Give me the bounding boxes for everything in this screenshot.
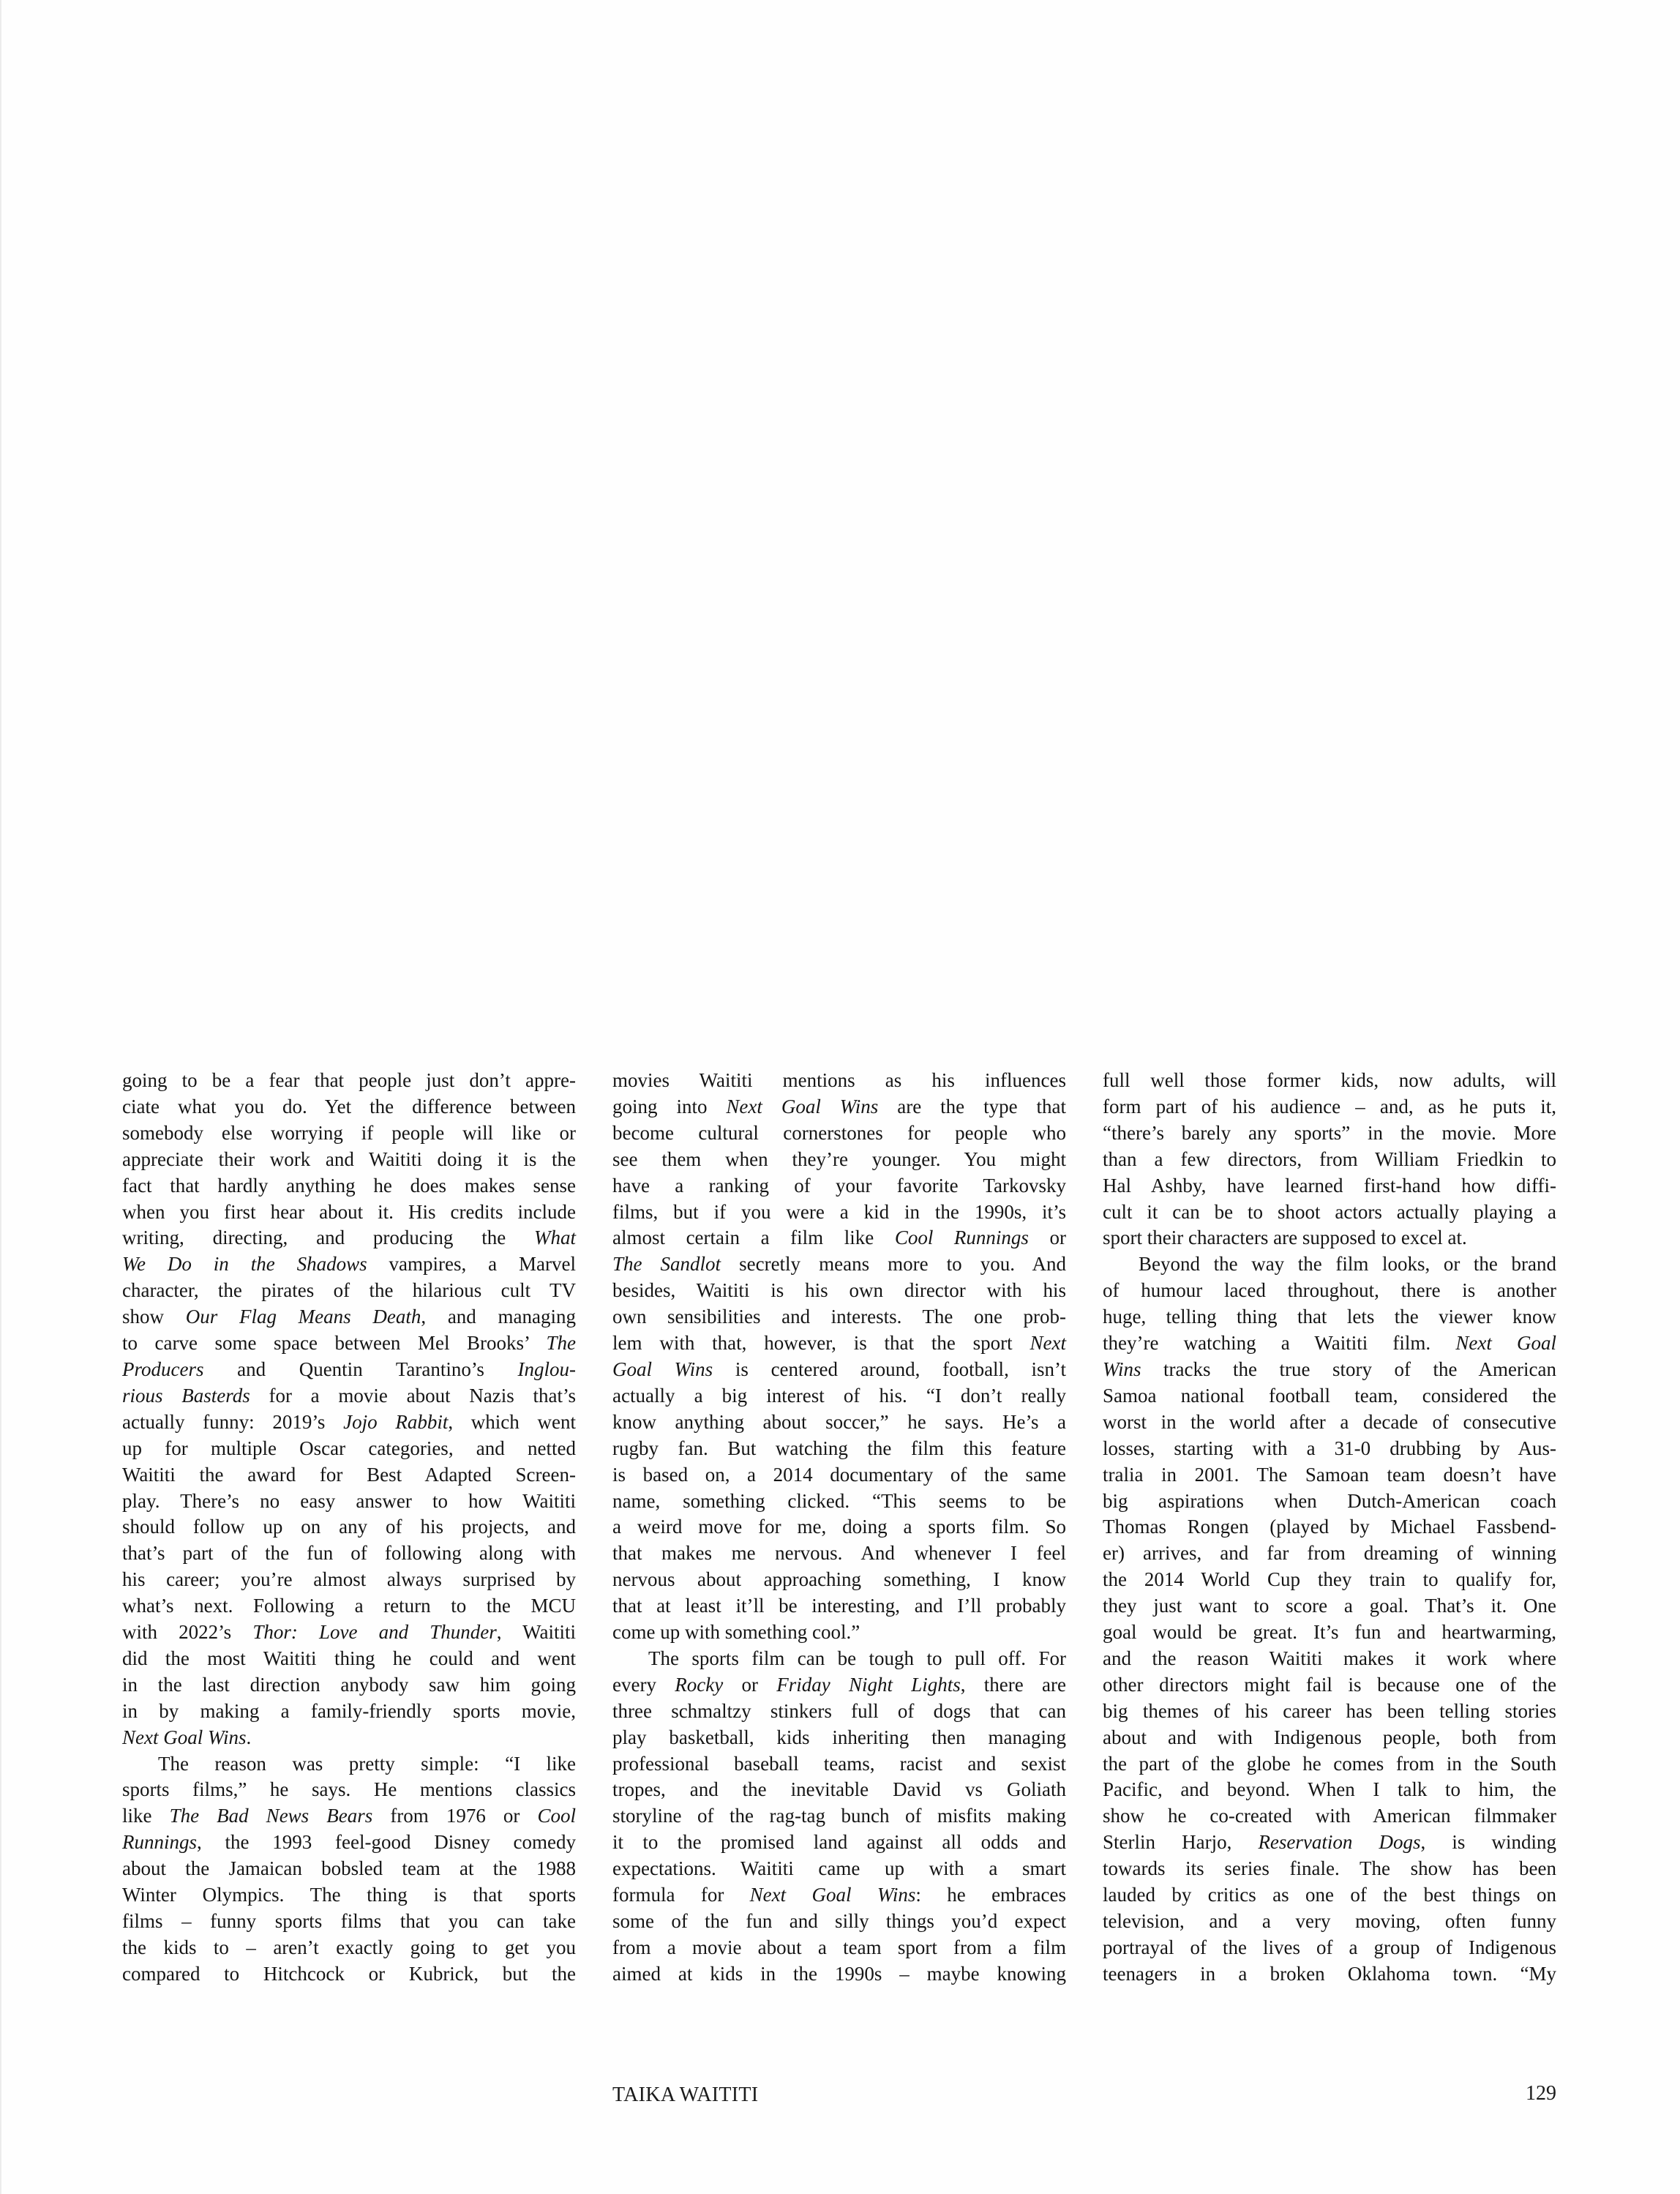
text-line: become cultural cornerstones for people who [612, 1121, 1066, 1144]
text-line: up for multiple Oscar categories, and netted [122, 1437, 576, 1459]
text-line: professional baseball teams, racist and sexist [612, 1752, 1066, 1775]
text-line: it to the promised land against all odds and [612, 1831, 1066, 1854]
text-line: movies Waititi mentions as his influences [612, 1069, 1066, 1091]
text-line: every Rocky or Friday Night Lights, there are [612, 1673, 1066, 1696]
article-column-3 [1103, 1068, 1556, 1988]
text-line: Hal Ashby, have learned first-hand how diffi- [1103, 1174, 1556, 1197]
text-line: storyline of the rag-tag bunch of misfits making [612, 1805, 1066, 1827]
text-line: goal would be great. It’s fun and heartwarming, [1103, 1621, 1556, 1644]
text-line: The sports film can be tough to pull off. For [648, 1647, 1066, 1669]
text-line: Wins tracks the true story of the American [1103, 1358, 1556, 1380]
text-line: aimed at kids in the 1990s – maybe knowing [612, 1962, 1066, 1985]
text-line: with 2022’s Thor: Love and Thunder, Waititi [122, 1621, 576, 1644]
text-line: Runnings, the 1993 feel-good Disney comedy [122, 1831, 576, 1854]
text-line: know anything about soccer,” he says. He’s a [612, 1410, 1066, 1433]
text-line: cult it can be to shoot actors actually playing a [1103, 1200, 1556, 1223]
text-line: did the most Waititi thing he could and went [122, 1647, 576, 1669]
text-line: from a movie about a team sport from a film [612, 1936, 1066, 1958]
text-line: should follow up on any of his projects, and [122, 1516, 576, 1538]
text-line: tralia in 2001. The Samoan team doesn’t have [1103, 1463, 1556, 1486]
text-line: name, something clicked. “This seems to be [612, 1489, 1066, 1512]
text-line: in the last direction anybody saw him going [122, 1673, 576, 1696]
text-line: fact that hardly anything he does makes sense [122, 1174, 576, 1197]
text-line: the kids to – aren’t exactly going to get you [122, 1936, 576, 1958]
text-line: full well those former kids, now adults, will [1103, 1069, 1556, 1091]
text-line: form part of his audience – and, as he puts it, [1103, 1095, 1556, 1117]
footer-article-title: TAIKA WAITITI [612, 2083, 759, 2106]
text-line: actually funny: 2019’s Jojo Rabbit, which went [122, 1410, 576, 1433]
text-line: play. There’s no easy answer to how Waititi [122, 1489, 576, 1512]
text-line: compared to Hitchcock or Kubrick, but the [122, 1962, 576, 1985]
text-line: Next Goal Wins. [122, 1726, 252, 1748]
text-line: going to be a fear that people just don’t appre- [122, 1069, 576, 1091]
text-line: come up with something cool.” [612, 1621, 860, 1644]
text-line: besides, Waititi is his own director with his [612, 1279, 1066, 1302]
text-line: own sensibilities and interests. The one prob- [612, 1306, 1066, 1328]
text-line: Goal Wins is centered around, football, isn’t [612, 1358, 1067, 1380]
page-number: 129 [1526, 2082, 1556, 2105]
text-line: almost certain a film like Cool Runnings or [612, 1227, 1066, 1249]
text-line: is based on, a 2014 documentary of the same [612, 1463, 1066, 1486]
text-line: other directors might fail is because one of the [1103, 1673, 1556, 1696]
text-line: films – funny sports films that you can take [122, 1910, 576, 1932]
text-line: have a ranking of your favorite Tarkovsky [612, 1174, 1066, 1197]
text-line: towards its series finale. The show has been [1103, 1857, 1556, 1880]
text-line: somebody else worrying if people will like or [122, 1121, 576, 1144]
text-line: nervous about approaching something, I know [612, 1568, 1066, 1591]
text-line: sports films,” he says. He mentions classics [122, 1778, 576, 1801]
text-line: The reason was pretty simple: “I like [158, 1752, 576, 1775]
text-line: Winter Olympics. The thing is that sports [122, 1884, 576, 1906]
text-line: teenagers in a broken Oklahoma town. “My [1103, 1962, 1556, 1985]
text-line: formula for Next Goal Wins: he embraces [612, 1884, 1067, 1906]
text-line: rious Basterds for a movie about Nazis that’s [122, 1384, 576, 1407]
text-line: sport their characters are supposed to excel at. [1103, 1227, 1467, 1249]
text-line: writing, directing, and producing the What [122, 1227, 576, 1249]
text-line: tropes, and the inevitable David vs Goliath [612, 1778, 1066, 1801]
text-line: when you first hear about it. His credits include [122, 1200, 576, 1223]
text-line: a weird move for me, doing a sports film. So [612, 1516, 1066, 1538]
text-line: going into Next Goal Wins are the type that [612, 1095, 1066, 1117]
text-line: huge, telling thing that lets the viewer know [1103, 1306, 1556, 1328]
text-line: they’re watching a Waititi film. Next Goal [1103, 1332, 1556, 1355]
article-body [122, 1068, 1556, 1988]
text-line: Samoa national football team, considered the [1103, 1384, 1556, 1407]
text-line: character, the pirates of the hilarious cult TV [122, 1279, 576, 1302]
text-line: some of the fun and silly things you’d expect [612, 1910, 1066, 1932]
text-line: rugby fan. But watching the film this feature [612, 1437, 1066, 1459]
text-line: “there’s barely any sports” in the movie. More [1103, 1121, 1556, 1144]
text-line: losses, starting with a 31-0 drubbing by Aus- [1103, 1437, 1556, 1459]
text-line: play basketball, kids inheriting then managing [612, 1726, 1066, 1748]
text-line: to carve some space between Mel Brooks’ The [122, 1332, 576, 1355]
text-line: appreciate their work and Waititi doing it is the [122, 1147, 576, 1170]
text-line: that at least it’ll be interesting, and I’ll probably [612, 1595, 1066, 1617]
text-line: er) arrives, and far from dreaming of winning [1103, 1542, 1556, 1565]
text-line: Beyond the way the film looks, or the brand [1139, 1253, 1556, 1276]
text-line: three schmaltzy stinkers full of dogs that can [612, 1699, 1066, 1722]
text-line: big themes of his career has been telling stories [1103, 1699, 1556, 1722]
text-line: that’s part of the fun of following along with [122, 1542, 576, 1565]
text-line: worst in the world after a decade of consecutive [1103, 1410, 1556, 1433]
text-line: Thomas Rongen (played by Michael Fassbend- [1103, 1516, 1556, 1538]
text-line: show Our Flag Means Death, and managing [122, 1306, 576, 1328]
text-line: portrayal of the lives of a group of Indigenous [1103, 1936, 1556, 1958]
article-column-2 [612, 1068, 1066, 1988]
text-line: Pacific, and beyond. When I talk to him, the [1103, 1778, 1556, 1801]
text-line: ciate what you do. Yet the difference between [122, 1095, 576, 1117]
text-line: what’s next. Following a return to the MCU [122, 1595, 576, 1617]
text-line: like The Bad News Bears from 1976 or Cool [122, 1805, 576, 1827]
text-line: than a few directors, from William Friedkin to [1103, 1147, 1556, 1170]
text-line: Waititi the award for Best Adapted Screen- [122, 1463, 576, 1486]
text-line: about the Jamaican bobsled team at the 1988 [122, 1857, 576, 1880]
text-line: lem with that, however, is that the sport Next [612, 1332, 1066, 1355]
article-column-1 [122, 1068, 576, 1988]
text-line: big aspirations when Dutch-American coach [1103, 1489, 1556, 1512]
text-line: and the reason Waititi makes it work where [1103, 1647, 1556, 1669]
text-line: Sterlin Harjo, Reservation Dogs, is winding [1103, 1831, 1556, 1854]
text-line: We Do in the Shadows vampires, a Marvel [122, 1253, 577, 1276]
text-line: the part of the globe he comes from in the South [1103, 1752, 1556, 1775]
text-line: Producers and Quentin Tarantino’s Inglou- [122, 1358, 576, 1380]
text-line: actually a big interest of his. “I don’t really [612, 1384, 1066, 1407]
text-line: about and with Indigenous people, both from [1103, 1726, 1556, 1748]
text-line: the 2014 World Cup they train to qualify for, [1103, 1568, 1556, 1591]
text-line: television, and a very moving, often funny [1103, 1910, 1556, 1932]
text-line: expectations. Waititi came up with a smart [612, 1857, 1066, 1880]
text-line: films, but if you were a kid in the 1990s, it’s [612, 1200, 1066, 1223]
text-line: see them when they’re younger. You might [612, 1147, 1066, 1170]
text-line: The Sandlot secretly means more to you. And [612, 1253, 1066, 1276]
text-line: that makes me nervous. And whenever I feel [612, 1542, 1066, 1565]
text-line: in by making a family-friendly sports movie, [122, 1699, 576, 1722]
text-line: of humour laced throughout, there is another [1103, 1279, 1556, 1302]
text-line: lauded by critics as one of the best things on [1103, 1884, 1556, 1906]
text-line: they just want to score a goal. That’s it. One [1103, 1595, 1556, 1617]
text-line: show he co-created with American filmmaker [1103, 1805, 1556, 1827]
text-line: his career; you’re almost always surprised by [122, 1568, 576, 1591]
